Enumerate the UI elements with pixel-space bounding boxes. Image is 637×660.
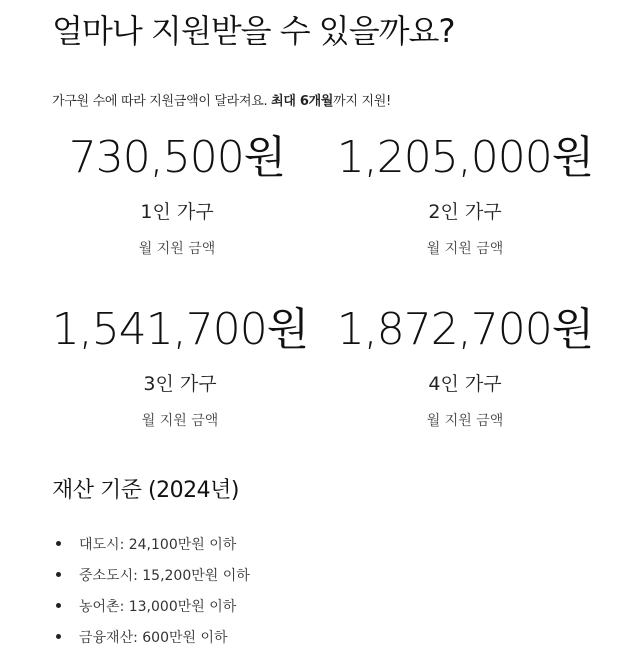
intro-highlight: 최대 6개월 [271,94,334,109]
support-card-4-person [325,302,605,430]
criteria-text: 중소도시: 15,200만원 이하 [79,568,250,584]
bullet-icon [56,603,61,608]
household-size: 2인 가구 [428,201,502,223]
monthly-amount-label: 월 지원 금액 [138,241,216,257]
list-item [56,596,250,627]
criteria-text: 금융재산: 600만원 이하 [79,630,228,646]
household-size: 4인 가구 [428,373,502,395]
support-card-3-person [40,302,320,430]
criteria-text: 대도시: 24,100만원 이하 [79,537,237,553]
bullet-icon [56,541,61,546]
support-card-1-person [37,130,317,258]
list-item [56,534,250,565]
household-size: 1인 가구 [140,201,214,223]
list-item [56,627,250,658]
support-amount: 1,541,700원 [51,304,309,355]
support-card-2-person [325,130,605,258]
support-amount: 730,500원 [68,132,286,183]
bullet-icon [56,634,61,639]
monthly-amount-label: 월 지원 금액 [426,413,504,429]
monthly-amount-label: 월 지원 금액 [426,241,504,257]
support-amount: 1,205,000원 [336,132,594,183]
asset-criteria-title: 재산 기준 (2024년) [52,478,239,503]
monthly-amount-label: 월 지원 금액 [141,413,219,429]
criteria-text: 농어촌: 13,000만원 이하 [79,599,237,615]
list-item [56,565,250,596]
bullet-icon [56,572,61,577]
intro-suffix: 까지 지원! [333,94,391,109]
household-size: 3인 가구 [143,373,217,395]
support-amount: 1,872,700원 [336,304,594,355]
intro-text [52,90,391,109]
asset-criteria-list [56,534,250,658]
intro-prefix: 가구원 수에 따라 지원금액이 달라져요. [52,94,272,109]
page-title: 얼마나 지원받을 수 있을까요? [52,12,455,50]
